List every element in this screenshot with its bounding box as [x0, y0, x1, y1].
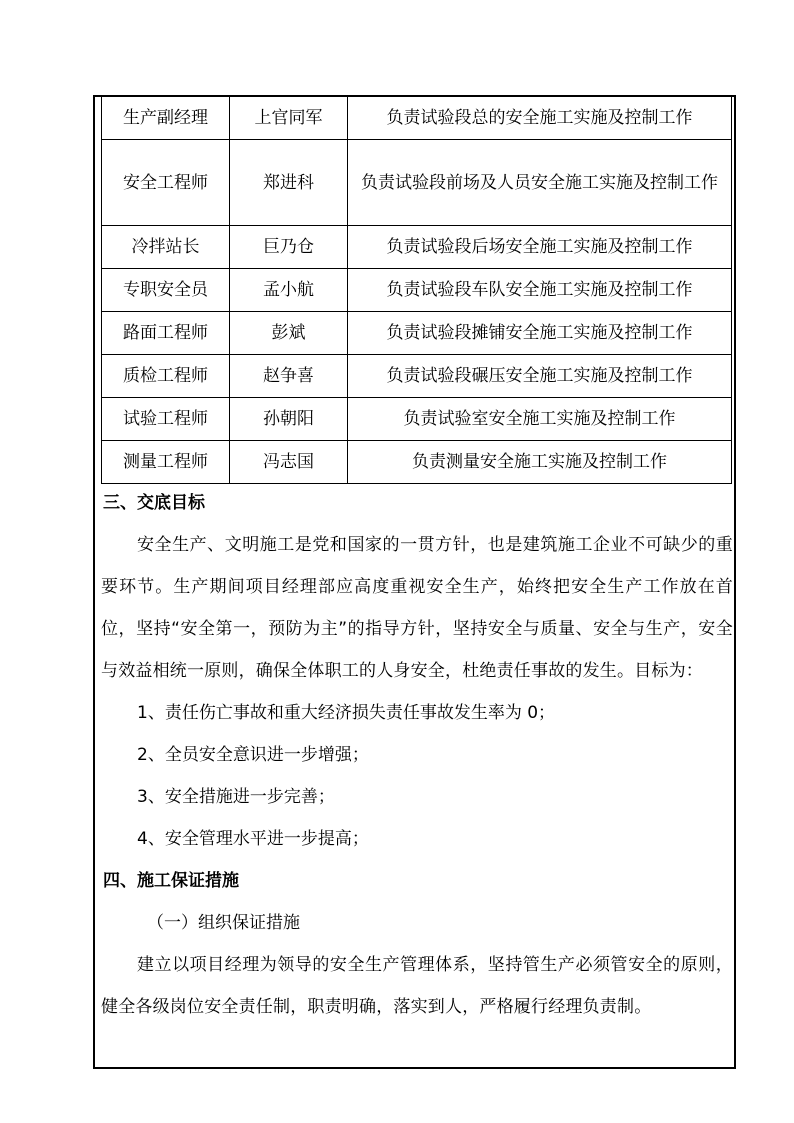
table-row	[102, 226, 732, 269]
role-cell: 生产副经理	[102, 97, 230, 140]
role-cell: 专职安全员	[102, 269, 230, 312]
table-row	[102, 441, 732, 484]
duty-cell: 负责试验段前场及人员安全施工实施及控制工作	[348, 140, 732, 226]
table-row	[102, 312, 732, 355]
name-cell: 巨乃仓	[230, 226, 348, 269]
organization-paragraph: 建立以项目经理为领导的安全生产管理体系，坚持管生产必须管安全的原则，健全各级岗位安全责任制，职责明确，落实到人，严格履行经理负责制。	[101, 955, 733, 1017]
duty-cell: 负责试验段总的安全施工实施及控制工作	[348, 97, 732, 140]
duty-cell: 负责试验段车队安全施工实施及控制工作	[348, 269, 732, 312]
role-cell: 测量工程师	[102, 441, 230, 484]
subheading-organization: （一）组织保证措施	[147, 913, 300, 933]
duty-cell: 负责试验段后场安全施工实施及控制工作	[348, 226, 732, 269]
name-cell: 赵争喜	[230, 355, 348, 398]
table-row	[102, 269, 732, 312]
table-row	[102, 140, 732, 226]
table-row	[102, 398, 732, 441]
section-heading-objectives: 三、交底目标	[103, 493, 205, 513]
objective-item: 4、安全管理水平进一步提高；	[137, 829, 369, 849]
name-cell: 郑进科	[230, 140, 348, 226]
table-row	[102, 97, 732, 140]
document-body	[101, 482, 733, 1028]
objective-item: 1、责任伤亡事故和重大经济损失责任事故发生率为 0；	[137, 703, 556, 723]
name-cell: 彭斌	[230, 312, 348, 355]
role-cell: 质检工程师	[102, 355, 230, 398]
objectives-paragraph: 安全生产、文明施工是党和国家的一贯方针，也是建筑施工企业不可缺少的重要环节。生产期间项目经理部应高度重视安全生产，始终把安全生产工作放在首位，坚持“安全第一，预防为主”的指导方针，坚持安全与质量、安全与生产，安全与效益相统一原则，确保全体职工的人身安全，杜绝责任事故的发生。目标为：	[101, 535, 733, 681]
duty-cell: 负责试验段摊铺安全施工实施及控制工作	[348, 312, 732, 355]
objective-item: 2、全员安全意识进一步增强；	[137, 745, 369, 765]
role-cell: 冷拌站长	[102, 226, 230, 269]
duty-cell: 负责试验室安全施工实施及控制工作	[348, 398, 732, 441]
role-cell: 安全工程师	[102, 140, 230, 226]
name-cell: 冯志国	[230, 441, 348, 484]
name-cell: 孙朝阳	[230, 398, 348, 441]
duty-cell: 负责试验段碾压安全施工实施及控制工作	[348, 355, 732, 398]
table-row	[102, 355, 732, 398]
name-cell: 上官同军	[230, 97, 348, 140]
objective-item: 3、安全措施进一步完善；	[137, 787, 335, 807]
name-cell: 孟小航	[230, 269, 348, 312]
section-heading-measures: 四、施工保证措施	[103, 871, 239, 891]
duty-cell: 负责测量安全施工实施及控制工作	[348, 441, 732, 484]
role-cell: 路面工程师	[102, 312, 230, 355]
role-cell: 试验工程师	[102, 398, 230, 441]
responsibility-table	[101, 96, 732, 484]
